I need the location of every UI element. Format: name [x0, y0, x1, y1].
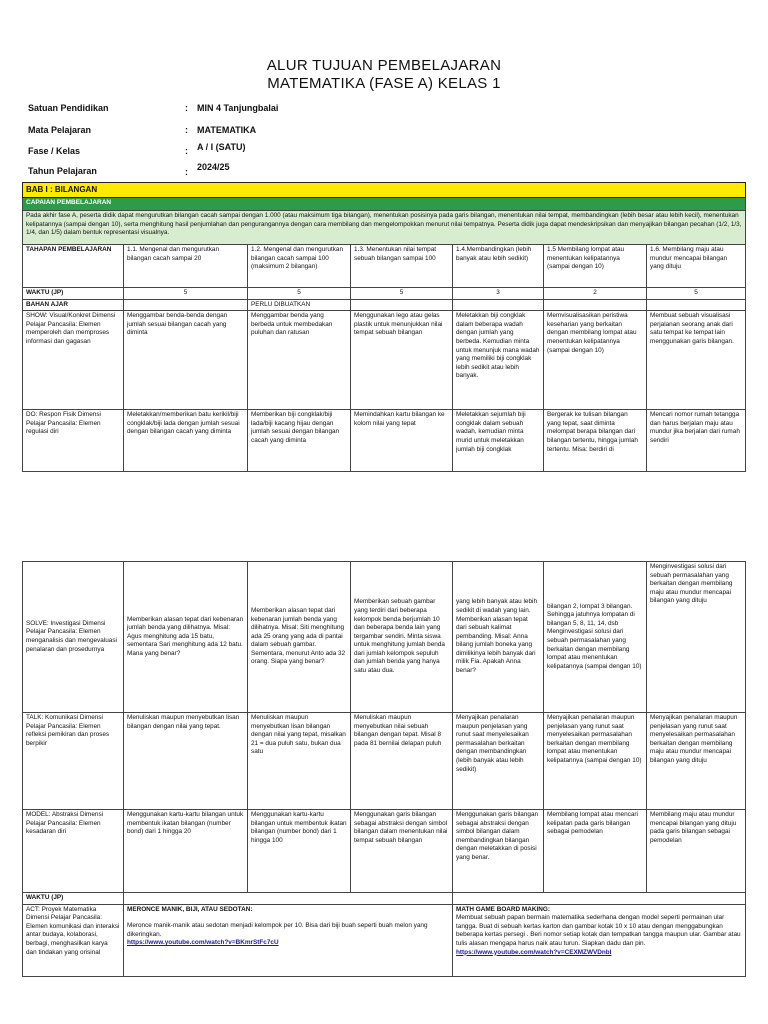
- meta-value: MIN 4 Tanjungbalai: [197, 103, 279, 113]
- act-left-text: Meronce manik-manik atau sedotan menjadi kelompok per 10. Bisa dari biji buah seperti buah melon yang dikeringkan.: [127, 922, 428, 938]
- model-cell: Menggunakan kartu-kartu bilangan untuk membentuk ikatan bilangan (number bond) dari 1 hingga 100: [248, 810, 351, 893]
- show-cell: Menggambar benda yang berbeda untuk membedakan puluhan dan ratusan: [248, 311, 351, 410]
- do-cell: [351, 410, 453, 472]
- talk-cell: Menuliskan maupun menyebutkan lisan bilangan dengan nilai yang tepat, misalkan 21 = dua puluh satu, bukan dua satu: [248, 713, 351, 810]
- page-title-line1: ALUR TUJUAN PEMBELAJARAN: [266, 57, 502, 74]
- act-right-text: Membuat sebuah papan bermain matematika sederhana dengan model seperti permainan ular tangga. Buat di sebuah kertas karton dan gambar kotak 10 x 10 atau dengan menggabungkan beberapa kertas persegi . Beri nomor setiap kotak dan tempatkan tangga maupun ular. Gambar atau tulis alasan mengapa harus naik atau turun. Siapkan dadu dan pin.: [456, 914, 741, 947]
- solve-cell: Memberikan sebuah gambar yang terdiri dari beberapa kelompok benda berjumlah 10 dan beberapa benda lain yang tergambar sendiri. Minta siswa untuk menghitung jumlah benda dari jumlah kelompok sepuluh dan jumlah benda yang hanya satu atau dua.: [351, 562, 453, 713]
- meta-key: Satuan Pendidikan: [28, 103, 109, 113]
- bahan-cell: [351, 299, 453, 311]
- show-cell: Meletakkan biji congklak dalam beberapa wadah dengan jumlah yang berbeda. Kemudian minta untuk menunjuk mana wadah yang memiliki biji congklak lebih sedikit atau lebih banyak.: [453, 311, 544, 410]
- cp-heading: CAPAIAN PEMBELAJARAN: [23, 198, 746, 211]
- tp-cell: 1.6. Membilang maju atau mundur mencapai bilangan yang dituju: [647, 245, 746, 288]
- meta-key: Mata Pelajaran: [28, 125, 92, 135]
- do-cell-text: Memindahkan kartu bilangan ke kolom nilai yang tepat: [354, 411, 445, 427]
- waktu-cell-right: [453, 893, 746, 905]
- talk-cell: Menyajikan penalaran maupun penjelasan yang runut saat menyelesaikan permasalahan berkaitan dengan membilang maju atau mundur mencapai bilangan yang dituju: [647, 713, 746, 810]
- meta-colon: :: [185, 146, 188, 156]
- do-cell-text: Bergerak ke tulisan bilangan yang tepat, saat diminta melompat berapa bilangan dari bilangan tertentu, hingga jumlah tertentu. Misa: berdiri di: [547, 411, 638, 453]
- meta-key: Tahun Pelajaran: [28, 166, 97, 176]
- meta-value: MATEMATIKA: [197, 125, 257, 135]
- row-label-talk: TALK: Komunikasi Dimensi Pelajar Pancasila: Elemen refleksi pemikiran dan proses berpikir: [23, 713, 124, 810]
- model-cell: Menggunakan garis bilangan sebagai abstraksi dengan simbol bilangan dalam membandingkan bilangan dengan meletakkan di posisi yang benar.: [453, 810, 544, 893]
- row-label-solve: SOLVE: Investigasi Dimensi Pelajar Pancasila: Elemen menganalisis dan mengevaluasi penalaran dan prosedurnya: [23, 562, 124, 713]
- show-cell: Menggambar benda-benda dengan jumlah sesuai bilangan cacah yang diminta: [124, 311, 248, 410]
- meta-value: 2024/25: [197, 162, 230, 172]
- talk-cell: Menyajikan penalaran maupun penjelasan yang runut saat menyelesaikan permasalahan berkaitan dengan membilang lompat atau menentukan kelipatannya (sampai dengan 10): [544, 713, 647, 810]
- tp-cell: 1.5 Membilang lompat atau menentukan kelipatannya (sampai dengan 10): [544, 245, 647, 288]
- waktu-cell: 3: [453, 288, 544, 300]
- model-cell: Membilang maju atau mundur mencapai bilangan yang dituju pada garis bilangan sebagai pemodelan: [647, 810, 746, 893]
- atp-table-part2: [22, 561, 746, 977]
- tahapan-label: TAHAPAN PEMBELAJARAN: [23, 245, 124, 288]
- act-project-board: [453, 904, 746, 976]
- youtube-link-board[interactable]: https://www.youtube.com/watch?v=CEXMZWVDnbI: [456, 948, 612, 956]
- waktu-label-2: WAKTU (JP): [23, 893, 124, 905]
- show-cell: Memvisualisasikan peristiwa keseharian yang berkaitan dengan membilang lompat atau menentukan kelipatannya (sampai dengan 10): [544, 311, 647, 410]
- talk-cell: Menuliskan maupun menyebutkan nilai sebuah bilangan dengan tepat. Misal 8 pada 81 bernilai delapan puluh: [351, 713, 453, 810]
- act-project-meronce: [124, 904, 453, 976]
- solve-cell: Memberikan alasan tepat dari kebenaran jumlah benda yang dilihatnya. Misal: Siti menghitung ada 25 orang yang ada di pantai dalam sebuah gambar. Sementara, menurut Anto ada 32 orang. Siapa yang benar?: [248, 562, 351, 713]
- solve-cell: yang lebih banyak atau lebih sedikit di wadah yang lain. Memberikan alasan tepat dari sebuah kalimat pembanding. Misal: Anna bilang jumlah boneka yang dimilikinya lebih banyak dari milik Fia. Apakah Anna benar?: [453, 562, 544, 713]
- tp-cell: 1.1. Mengenal dan mengurutkan bilangan cacah sampai 20: [124, 245, 248, 288]
- act-left-title: MERONCE MANIK, BIJI, ATAU SEDOTAN:: [127, 905, 253, 913]
- meta-value: A / I (SATU): [197, 142, 246, 152]
- solve-cell: Memberikan alasan tepat dari kebenaran jumlah benda yang dilihatnya. Misal: Agus menghitung ada 15 batu, sementara Sari menghitung ada 12 batu. Mana yang benar?: [124, 562, 248, 713]
- bahan-cell: [453, 299, 544, 311]
- do-cell-text: Meletakkan sejumlah biji congklak dalam sebuah wadah, kemudian minta murid untuk meletakkan jumlah biji congklak: [456, 411, 526, 453]
- waktu-cell: 5: [351, 288, 453, 300]
- do-cell-text: Meletakkan/memberikan batu kerikil/biji congklak/biji lada dengan jumlah sesuai dengan bilangan cacah yang diminta: [127, 411, 240, 436]
- tp-cell: 1.2. Mengenal dan mengurutkan bilangan cacah sampai 100 (maksimum 2 bilangan): [248, 245, 351, 288]
- row-label-do-text: DO: Respon Fisik Dimensi Pelajar Pancasila: Elemen regulasi diri: [26, 411, 101, 436]
- meta-colon: :: [185, 167, 188, 177]
- model-cell: Membilang lompat atau mencari kelipatan pada garis bilangan sebagai pemodelan: [544, 810, 647, 893]
- waktu-cell: 5: [124, 288, 248, 300]
- talk-cell: Menuliskan maupun menyebutkan lisan bilangan dengan nilai yang tepat.: [124, 713, 248, 810]
- bahan-cell: PERLU DIBUATKAN: [248, 299, 351, 311]
- bahan-cell: [124, 299, 248, 311]
- do-cell: [453, 410, 544, 472]
- waktu-cell-left: [124, 893, 453, 905]
- show-cell: Membuat sebuah visualisasi perjalanan seorang anak dari satu tempat ke tempat lain menggunakan garis bilangan.: [647, 311, 746, 410]
- model-cell: Menggunakan garis bilangan sebagai abstraksi dengan simbol bilangan dalam menentukan nilai tempat sebuah bilangan: [351, 810, 453, 893]
- act-right-title: MATH GAME BOARD MAKING:: [456, 905, 550, 913]
- do-cell: [124, 410, 248, 472]
- bahan-label: BAHAN AJAR: [23, 299, 124, 311]
- row-label-model: MODEL: Abstraksi Dimensi Pelajar Pancasila: Elemen kesadaran diri: [23, 810, 124, 893]
- meta-key: Fase / Kelas: [28, 146, 81, 156]
- do-cell: [647, 410, 746, 472]
- meta-colon: :: [185, 103, 188, 113]
- do-cell: [544, 410, 647, 472]
- do-cell: [248, 410, 351, 472]
- waktu-cell: 2: [544, 288, 647, 300]
- bahan-cell: [544, 299, 647, 311]
- model-cell: Menggunakan kartu-kartu bilangan untuk membentuk ikatan bilangan (number bond) dari 1 hingga 20: [124, 810, 248, 893]
- meta-colon: :: [185, 125, 188, 135]
- page-title-line2: MATEMATIKA (FASE A) KELAS 1: [267, 75, 501, 92]
- tp-cell: 1.3. Menentukan nilai tempat sebuah bilangan sampai 100: [351, 245, 453, 288]
- row-label-do: [23, 410, 124, 472]
- show-cell: Menggunakan lego atau gelas plastik untuk menunjukkan nilai tempat sebuah bilangan: [351, 311, 453, 410]
- waktu-cell: 5: [248, 288, 351, 300]
- tp-cell: 1.4.Membandingkan (lebih banyak atau lebih sedikit): [453, 245, 544, 288]
- row-label-show: SHOW: Visual/Konkret Dimensi Pelajar Pancasila: Elemen memperoleh dan memproses informasi dan gagasan: [23, 311, 124, 410]
- waktu-cell: 5: [647, 288, 746, 300]
- atp-table-part1: [22, 182, 746, 472]
- solve-cell: Menginvestigasi solusi dari sebuah permasalahan yang berkaitan dengan membilang maju atau mundur mencapai bilangan yang dituju: [647, 562, 746, 713]
- solve-cell: bilangan 2, lompat 3 bilangan. Sehingga jatuhnya lompatan di bilangan 5, 8, 11, 14, dsb Menginvestigasi solusi dari sebuah permasalahan yang berkaitan dengan membilang lompat atau menentukan kelipatannya (sampai dengan 10): [544, 562, 647, 713]
- chapter-heading: BAB I : BILANGAN: [23, 183, 746, 198]
- cp-text: Pada akhir fase A, peserta didik dapat mengurutkan bilangan cacah sampai dengan 1.000 (atau maksimum tiga bilangan), menentukan posisinya pada garis bilangan, menentukan nilai tempat, membandingkan (lebih besar atau lebih kecil), menentukan kelipatannya (sampai dengan 10), serta menghitung hasil penjumlahan dan pengurangannya dengan cara membilang dan mengelompokkan menurut nilai tempatnya. Peserta didik juga dapat mendeskripsikan dan menyajikan bilangan pecahan (1/2, 1/3, 1/4, dan 1/5) dalam bentuk representasi visualnya.: [23, 211, 746, 245]
- talk-cell: Menyajikan penalaran maupun penjelasan yang runut saat menyelesaikan permasalahan berkaitan dengan membandingkan (lebih banyak atau lebih sedikit): [453, 713, 544, 810]
- bahan-cell: [647, 299, 746, 311]
- do-cell-text: Memberikan biji congklak/biji lada/biji kacang hijau dengan jumlah sesuai dengan bilangan cacah yang diminta: [251, 411, 340, 444]
- do-cell-text: Mencari nomor rumah tetangga dan harus berjalan maju atau mundur jika berjalan dari rumah sendiri: [650, 411, 740, 444]
- waktu-label: WAKTU (JP): [23, 288, 124, 300]
- row-label-act: ACT: Proyek Matematika Dimensi Pelajar Pancasila: Elemen komunikasi dan interaksi antar budaya, kolaborasi, berbagi, menghasilkan karya dan tindakan yang orisinal: [23, 904, 124, 976]
- youtube-link-meronce[interactable]: https://www.youtube.com/watch?v=BKmrStFc7cU: [127, 939, 279, 947]
